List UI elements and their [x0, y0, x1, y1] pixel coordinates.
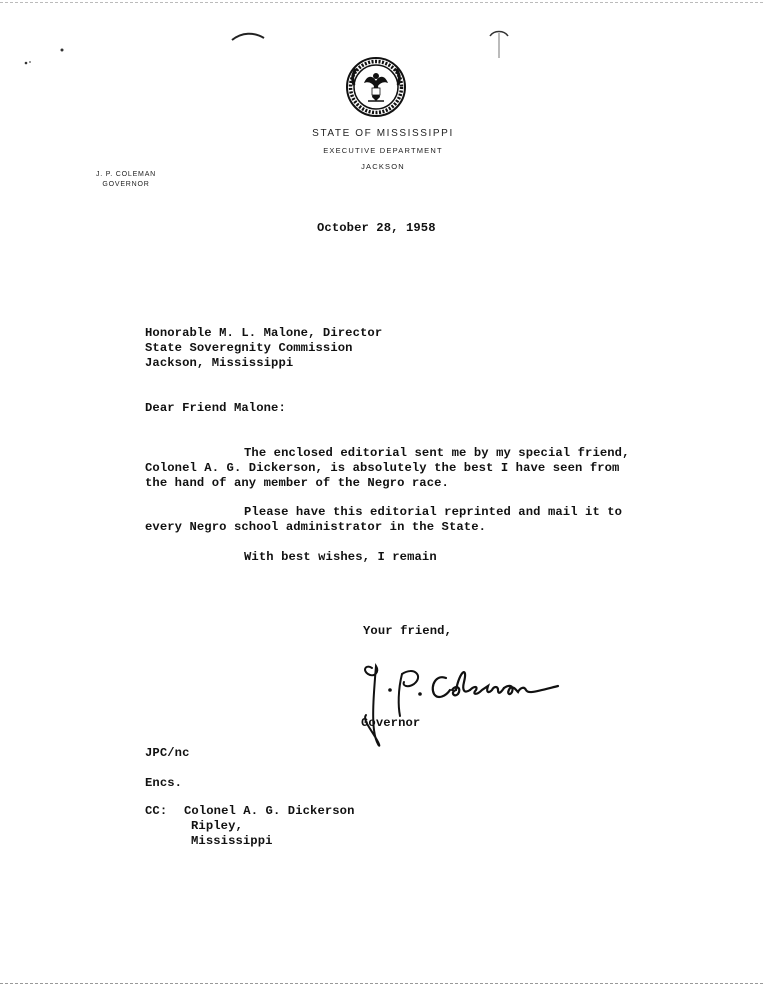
scan-mark [228, 26, 268, 46]
handwritten-signature [352, 660, 572, 760]
body-line: every Negro school administrator in the State. [145, 520, 487, 534]
page-top-edge [0, 2, 763, 3]
salutation: Dear Friend Malone: [145, 401, 286, 415]
recipient-line: Honorable M. L. Malone, Director [145, 326, 383, 340]
letterhead-state: STATE OF MISSISSIPPI [312, 128, 454, 139]
letter-date: October 28, 1958 [317, 221, 436, 235]
governor-name: J. P. COLEMAN [95, 171, 157, 178]
enclosures: Encs. [145, 776, 183, 790]
signature-title: Governor [361, 716, 421, 730]
body-line: Please have this editorial reprinted and mail it to [244, 505, 623, 519]
governor-title: GOVERNOR [102, 181, 150, 188]
closing: Your friend, [363, 624, 452, 638]
page-bottom-edge [0, 983, 763, 984]
recipient-line: Jackson, Mississippi [145, 356, 294, 370]
governor-block [86, 170, 166, 190]
cc-line: Ripley, [191, 819, 243, 833]
cc-line: Mississippi [191, 834, 273, 848]
body-line: With best wishes, I remain [244, 550, 437, 564]
recipient-line: State Soveregnity Commission [145, 341, 353, 355]
body-line: Colonel A. G. Dickerson, is absolutely the best I have seen from [145, 461, 620, 475]
body-line: The enclosed editorial sent me by my special friend, [244, 446, 630, 460]
scan-mark [486, 28, 512, 62]
cc-label: CC: [145, 804, 168, 818]
body-line: the hand of any member of the Negro race. [145, 476, 449, 490]
cc-line: Colonel A. G. Dickerson [184, 804, 355, 818]
letterhead-city: JACKSON [361, 162, 405, 171]
reference-initials: JPC/nc [145, 746, 190, 760]
scan-mark [18, 44, 78, 68]
state-seal-icon [344, 55, 408, 119]
letterhead-department: EXECUTIVE DEPARTMENT [323, 146, 443, 155]
